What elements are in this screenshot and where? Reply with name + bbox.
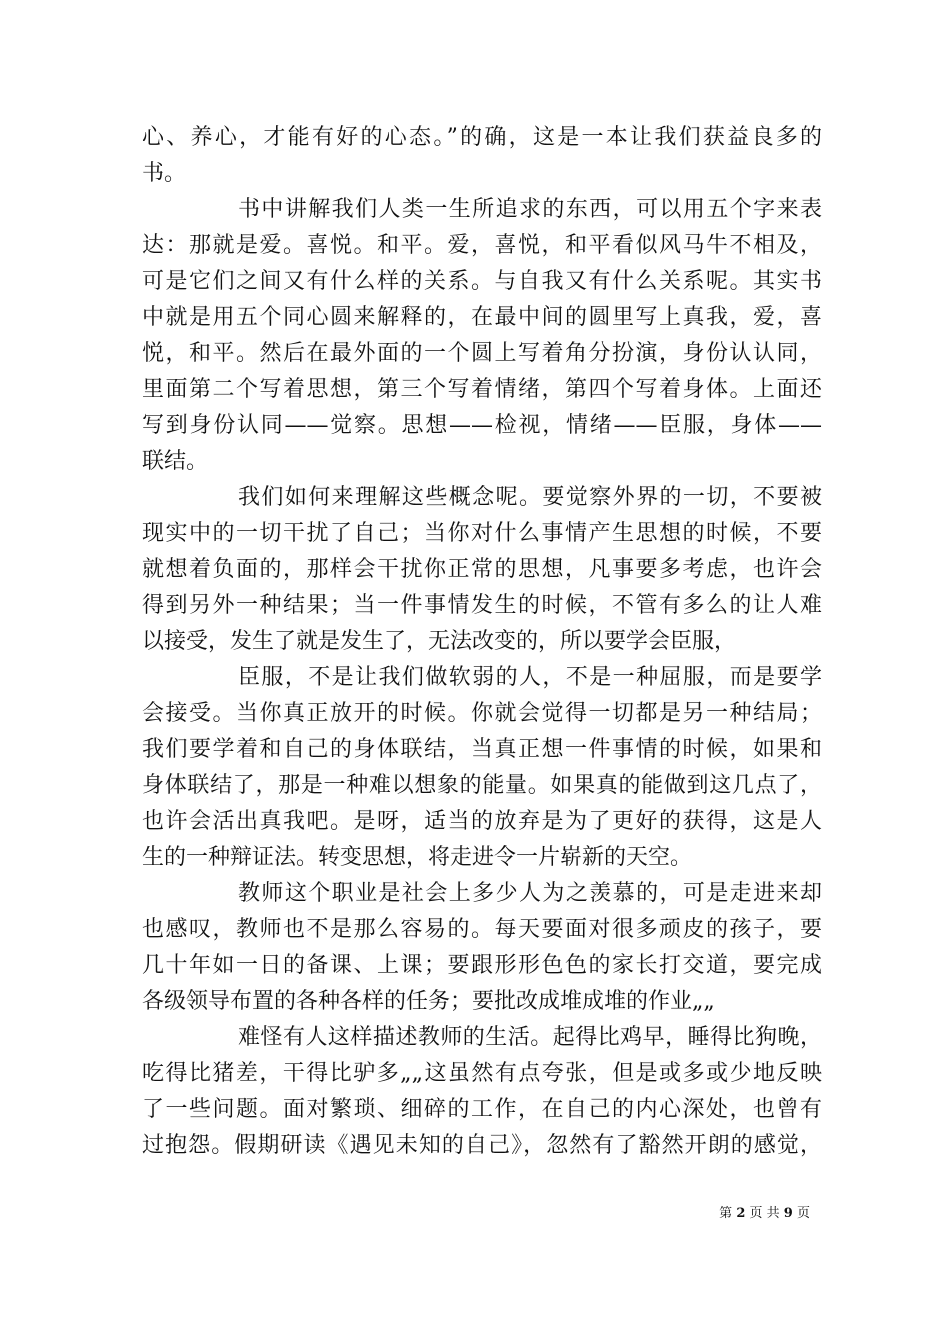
text-line: 身体联结了，那是一种难以想象的能量。如果真的能做到这几点了，	[142, 773, 822, 798]
text-line: 里面第二个写着思想，第三个写着情绪，第四个写着身体。上面还	[142, 377, 822, 402]
text-line: 中就是用五个同心圆来解释的，在最中间的圆里写上真我，爱，喜	[142, 305, 822, 330]
text-line: 联结。	[142, 449, 209, 474]
footer-prefix: 第	[719, 1206, 733, 1221]
text-line: 臣服，不是让我们做软弱的人，不是一种屈服，而是要学	[238, 665, 822, 690]
text-line: 达：那就是爱。喜悦。和平。爱，喜悦，和平看似风马牛不相及，	[142, 233, 822, 258]
footer-middle: 页 共	[749, 1206, 780, 1221]
text-line: 了一些问题。面对繁琐、细碎的工作，在自己的内心深处，也曾有	[142, 1097, 822, 1122]
text-line: 悦，和平。然后在最外面的一个圆上写着角分扮演，身份认认同，	[142, 341, 822, 366]
text-line: 教师这个职业是社会上多少人为之羡慕的，可是走进来却	[238, 881, 822, 906]
text-line: 各级领导布置的各种各样的任务；要批改成堆成堆的作业„„	[142, 989, 715, 1014]
current-page-number: 2	[736, 1206, 746, 1221]
text-line: 吃得比猪差，干得比驴多„„这虽然有点夸张，但是或多或少地反映	[142, 1061, 822, 1086]
text-line: 也感叹，教师也不是那么容易的。每天要面对很多顽皮的孩子，要	[142, 917, 822, 942]
text-line: 我们要学着和自己的身体联结，当真正想一件事情的时候，如果和	[142, 737, 822, 762]
text-line: 可是它们之间又有什么样的关系。与自我又有什么关系呢。其实书	[142, 269, 822, 294]
text-line: 几十年如一日的备课、上课；要跟形形色色的家长打交道，要完成	[142, 953, 822, 978]
footer-suffix: 页	[796, 1206, 810, 1221]
text-line: 心、养心，才能有好的心态。”的确，这是一本让我们获益良多的	[142, 125, 822, 150]
text-line: 写到身份认同——觉察。思想——检视，情绪——臣服，身体——	[142, 413, 822, 438]
total-pages-number: 9	[783, 1206, 793, 1221]
text-line: 书。	[142, 161, 187, 186]
text-line: 得到另外一种结果；当一件事情发生的时候，不管有多么的让人难	[142, 593, 822, 618]
text-line: 就想着负面的，那样会干扰你正常的思想，凡事要多考虑，也许会	[142, 557, 822, 582]
text-line: 也许会活出真我吧。是呀，适当的放弃是为了更好的获得，这是人	[142, 809, 822, 834]
text-line: 我们如何来理解这些概念呢。要觉察外界的一切，不要被	[238, 485, 822, 510]
text-line: 现实中的一切干扰了自己；当你对什么事情产生思想的时候，不要	[142, 521, 822, 546]
text-line: 会接受。当你真正放开的时候。你就会觉得一切都是另一种结局；	[142, 701, 822, 726]
text-line: 生的一种辩证法。转变思想，将走进令一片崭新的天空。	[142, 845, 693, 870]
page-footer	[700, 1203, 810, 1225]
text-line: 书中讲解我们人类一生所追求的东西，可以用五个字来表	[238, 197, 822, 222]
text-line: 难怪有人这样描述教师的生活。起得比鸡早，睡得比狗晚，	[238, 1025, 822, 1050]
text-line: 过抱怨。假期研读《遇见未知的自己》，忽然有了豁然开朗的感觉，	[142, 1133, 822, 1158]
text-line: 以接受，发生了就是发生了，无法改变的，所以要学会臣服，	[142, 629, 737, 654]
